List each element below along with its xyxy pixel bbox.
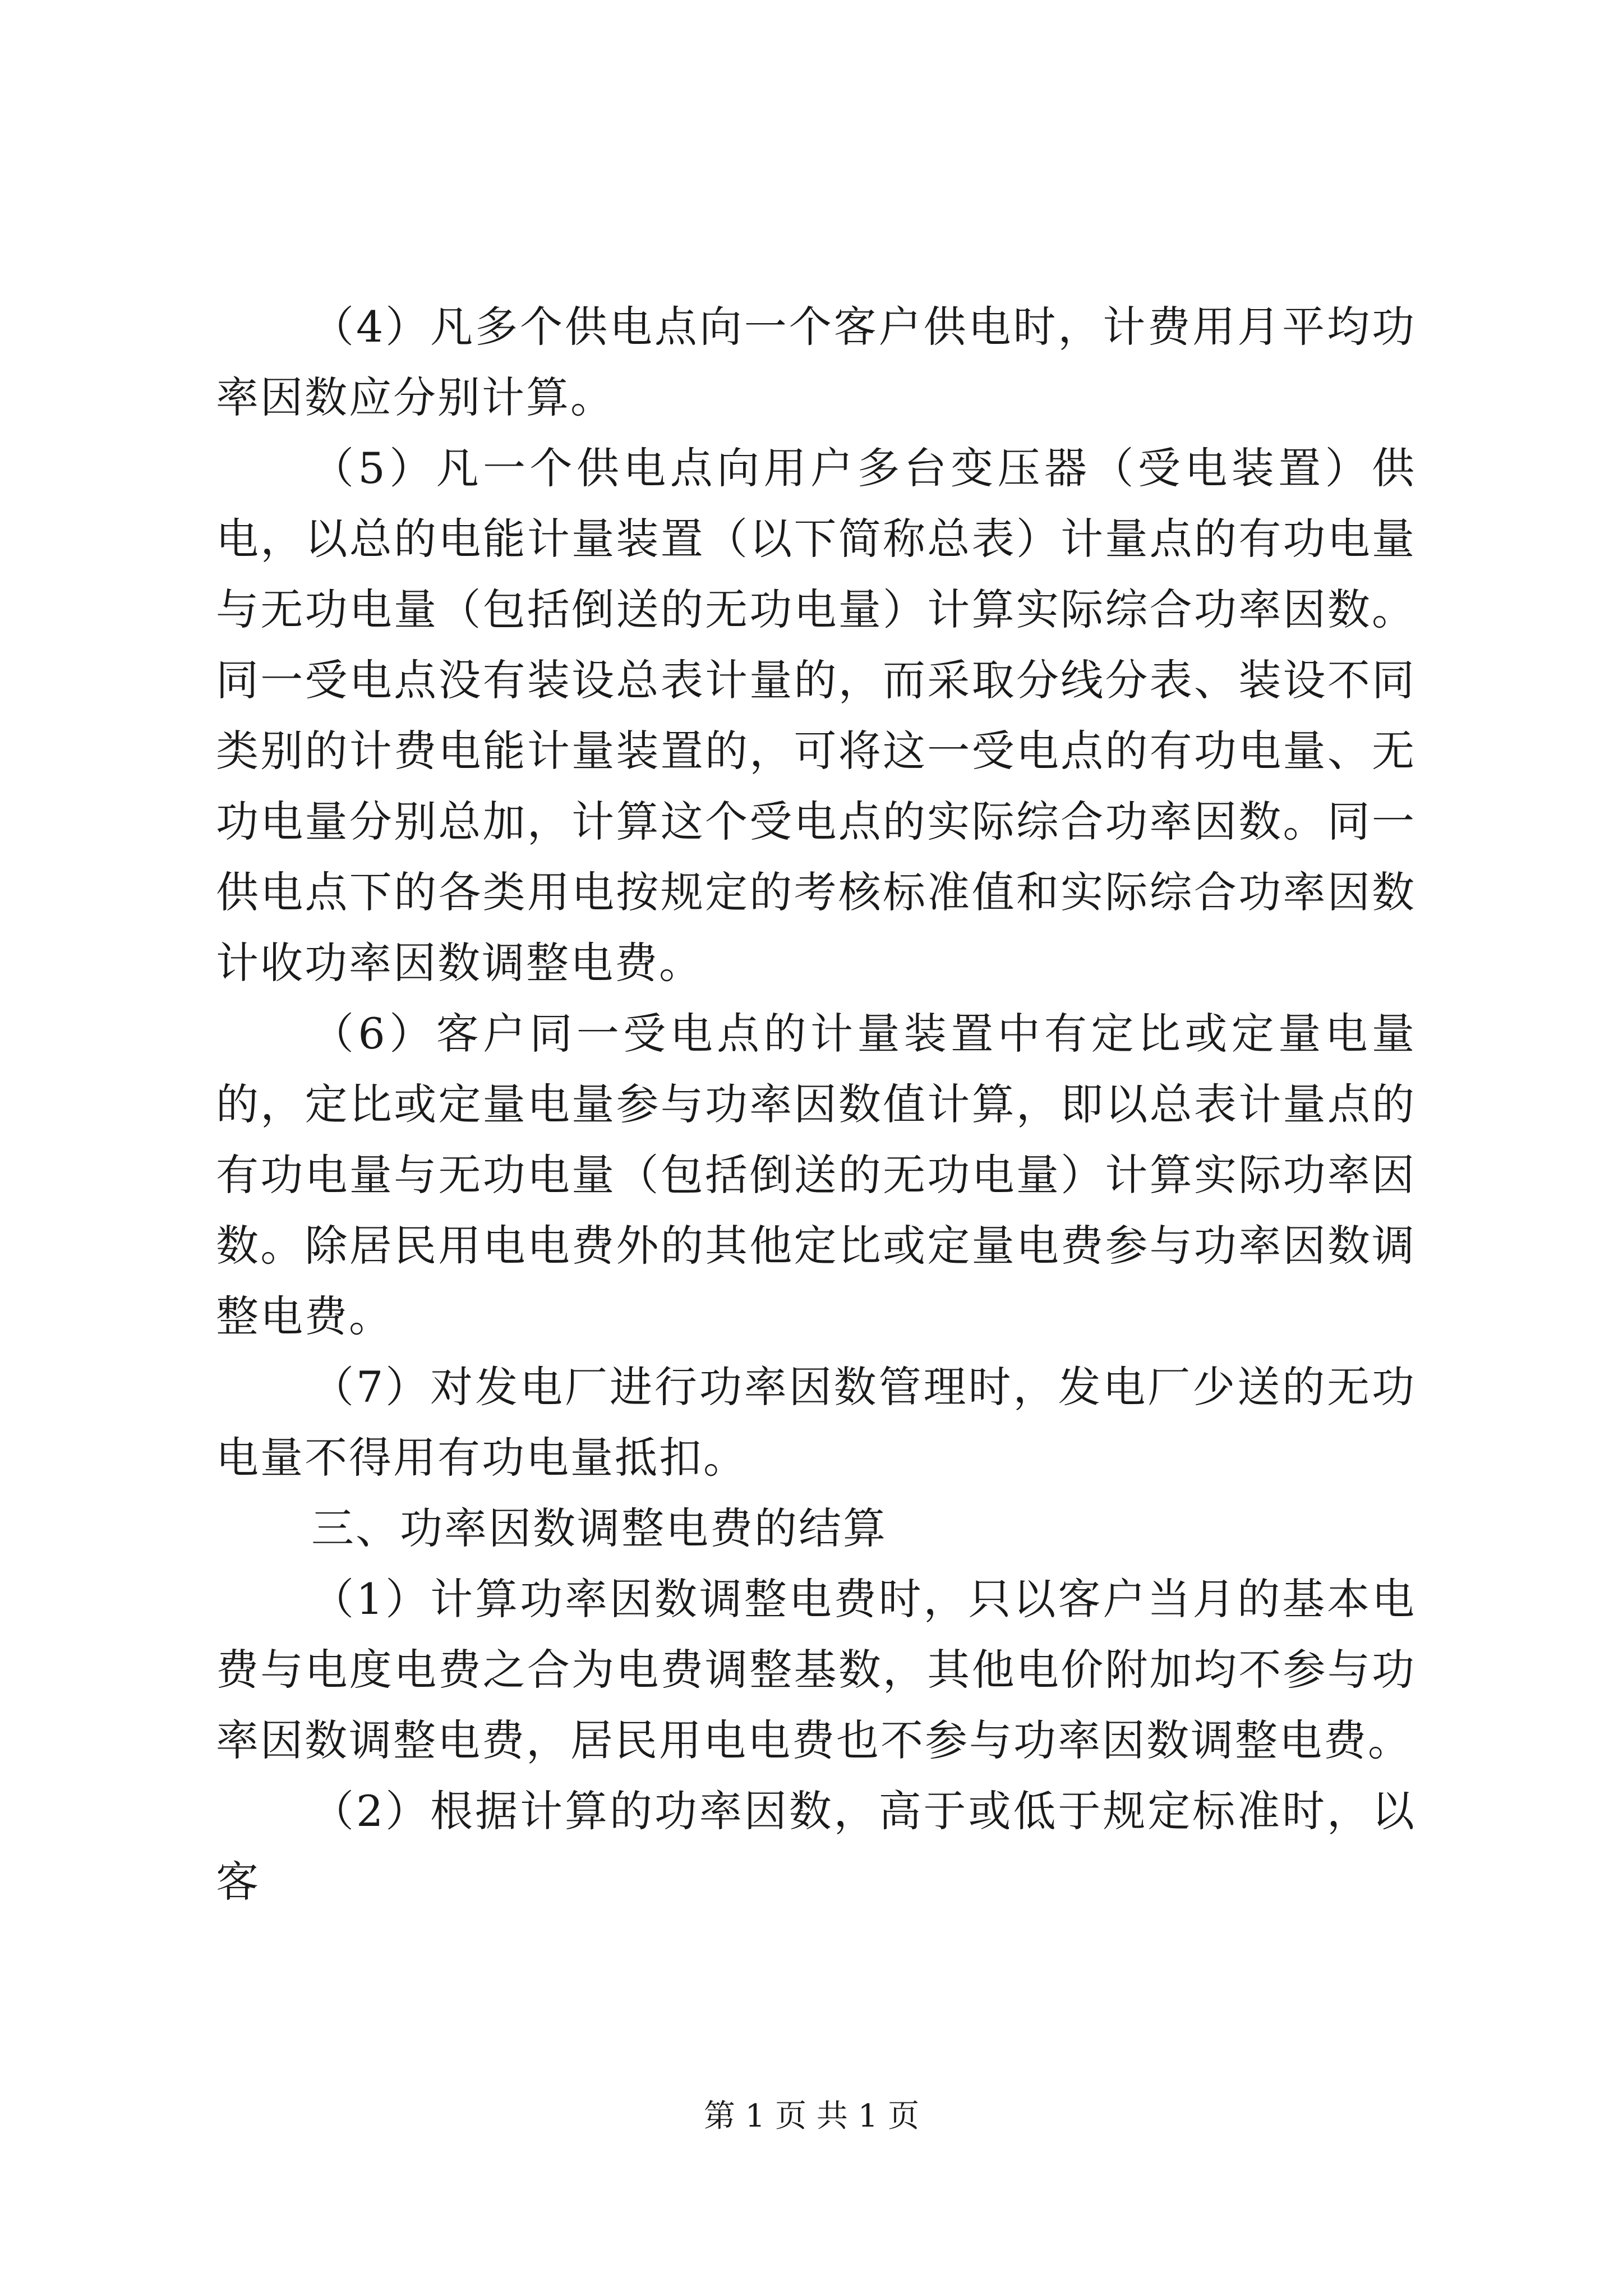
paragraph-item-5: （5）凡一个供电点向用户多台变压器（受电装置）供电，以总的电能计量装置（以下简称总表）计量点的有功电量与无功电量（包括倒送的无功电量）计算实际综合功率因数。同一受电点没有装设总表计量的，而采取分线分表、装设不同类别的计费电能计量装置的，可将这一受电点的有功电量、无功电量分别总加，计算这个受电点的实际综合功率因数。同一供电点下的各类用电按规定的考核标准值和实际综合功率因数计收功率因数调整电费。 — [216, 443, 1416, 988]
paragraph-item-7: （7）对发电厂进行功率因数管理时，发电厂少送的无功电量不得用有功电量抵扣。 — [216, 1362, 1416, 1483]
section-heading: 三、功率因数调整电费的结算 — [311, 1503, 887, 1553]
paragraph-item-4: （4）凡多个供电点向一个客户供电时，计费用月平均功率因数应分别计算。 — [216, 302, 1416, 422]
page-footer: 第 1 页 共 1 页 — [703, 2098, 920, 2134]
paragraph-item-1: （1）计算功率因数调整电费时，只以客户当月的基本电费与电度电费之合为电费调整基数，其他电价附加均不参与功率因数调整电费，居民用电电费也不参与功率因数调整电费。 — [216, 1574, 1416, 1765]
paragraph-item-2: （2）根据计算的功率因数，高于或低于规定标准时，以客 — [216, 1786, 1416, 1907]
paragraph-item-6: （6）客户同一受电点的计量装置中有定比或定量电量的，定比或定量电量参与功率因数值计算，即以总表计量点的有功电量与无功电量（包括倒送的无功电量）计算实际功率因数。除居民用电电费外的其他定比或定量电费参与功率因数调整电费。 — [216, 1009, 1416, 1341]
document-body — [216, 292, 1416, 1917]
